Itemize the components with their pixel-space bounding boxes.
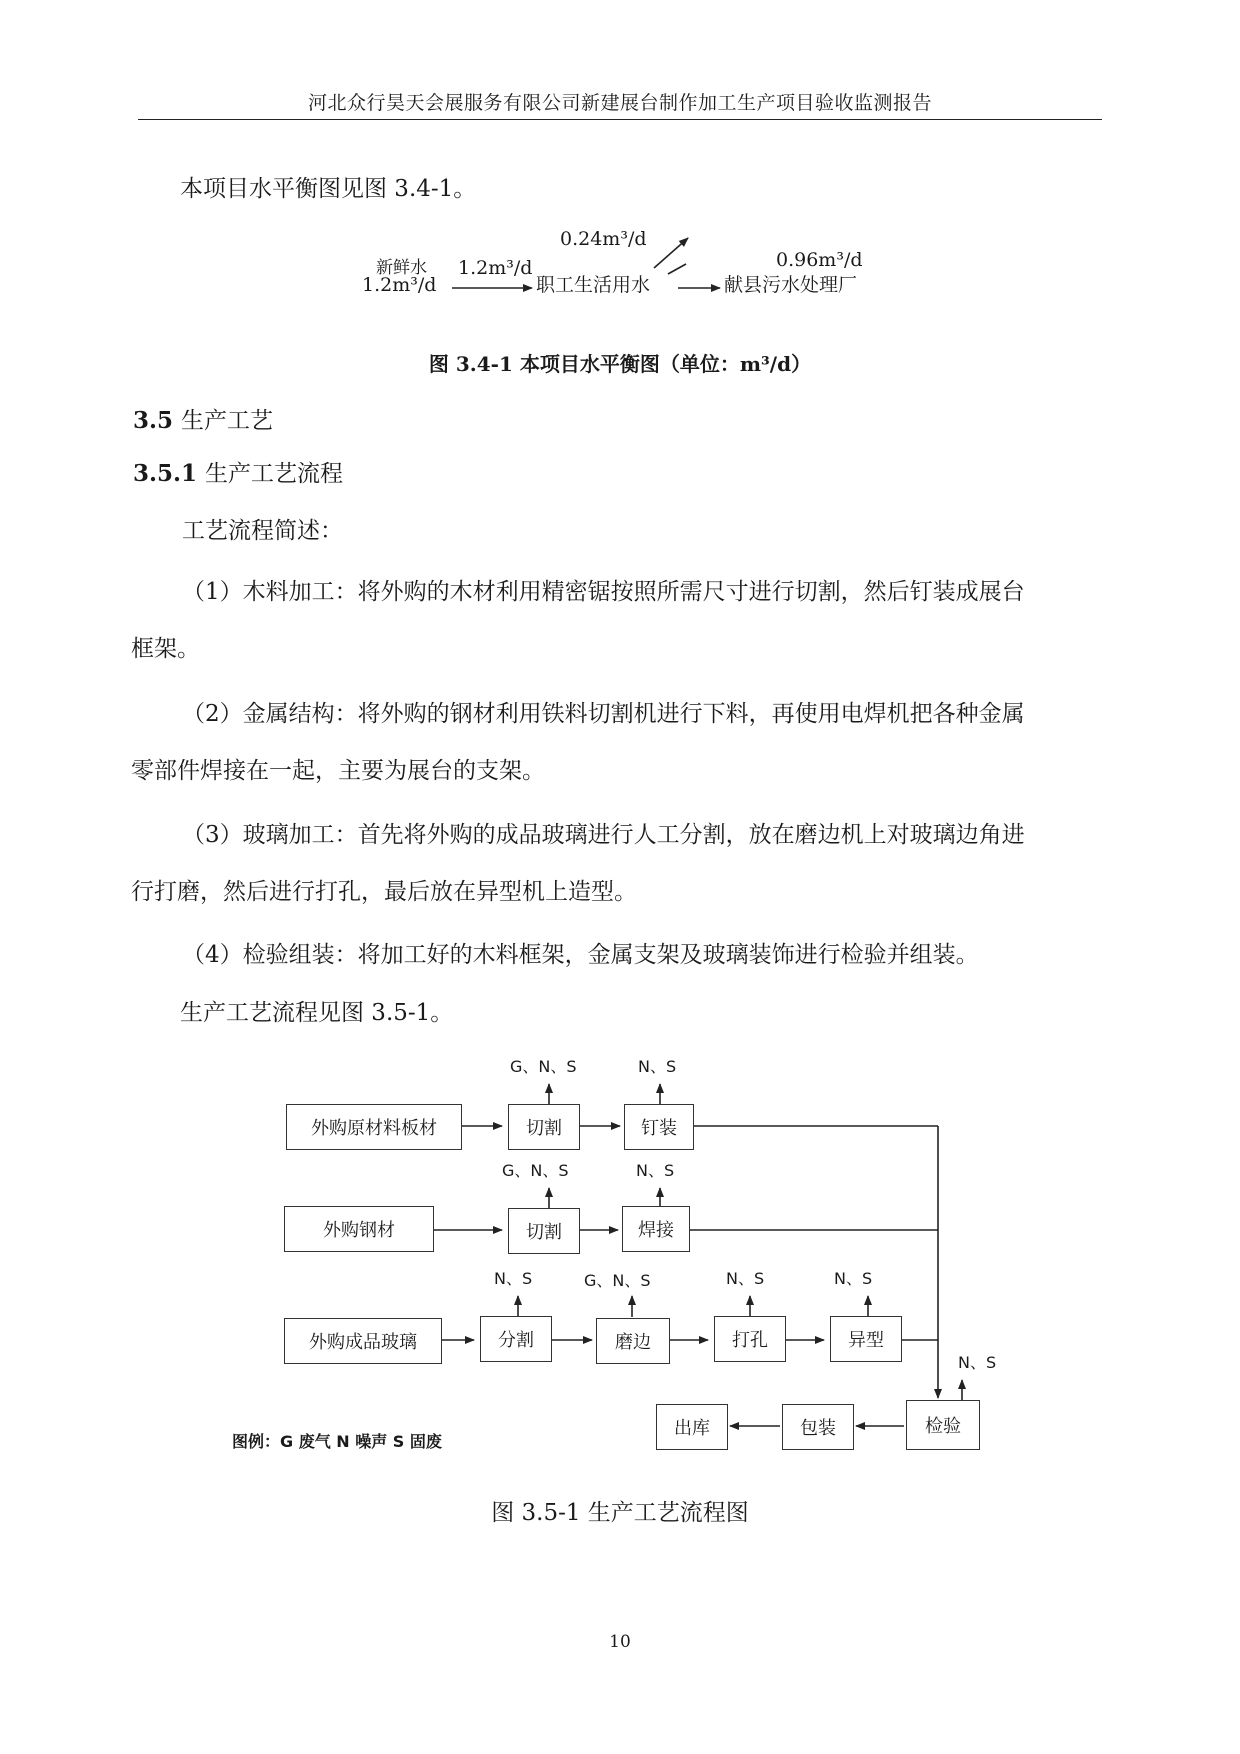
p3-line2: 行打磨，然后进行打孔，最后放在异型机上造型。 [131, 879, 637, 905]
r3-step1-box: 分割 [480, 1316, 552, 1362]
r1-source-box: 外购原材料板材 [286, 1104, 462, 1150]
subsection-number: 3.5.1 [133, 460, 198, 487]
discharge-value: 0.96m³/d [776, 249, 863, 271]
supply-value: 1.2m³/d [458, 257, 533, 279]
out-box: 出库 [656, 1404, 728, 1450]
plant-node: 献县污水处理厂 [724, 274, 858, 296]
inspect-emissions: N、S [958, 1353, 997, 1372]
wb-branch-tail [668, 264, 686, 274]
flowchart-legend: 图例：G 废气 N 噪声 S 固废 [232, 1432, 442, 1451]
fresh-water-label: 新鲜水 [376, 258, 427, 278]
r1-step2-emissions: N、S [638, 1057, 677, 1076]
inspect-box: 检验 [906, 1400, 980, 1450]
r2-source-box: 外购钢材 [284, 1206, 434, 1252]
loss-value: 0.24m³/d [560, 228, 647, 250]
water-balance-intro: 本项目水平衡图见图 3.4-1。 [180, 176, 477, 202]
water-balance-caption: 图 3.4-1 本项目水平衡图（单位：m³/d） [428, 352, 812, 376]
p2-line2: 零部件焊接在一起，主要为展台的支架。 [131, 758, 545, 784]
page-header: 河北众行昊天会展服务有限公司新建展台制作加工生产项目验收监测报告 [307, 92, 932, 114]
r3-step1-emissions: N、S [494, 1269, 533, 1288]
r3-source-box: 外购成品玻璃 [284, 1318, 442, 1364]
r2-step2-box: 焊接 [622, 1206, 690, 1252]
r1-step2-box: 钉装 [624, 1104, 694, 1150]
pack-box: 包装 [782, 1404, 854, 1450]
summary-heading: 工艺流程简述： [182, 518, 343, 544]
p1-line2: 框架。 [131, 636, 200, 662]
r3-step3-emissions: N、S [726, 1269, 765, 1288]
r1-step1-box: 切割 [508, 1104, 580, 1150]
wb-arrow-loss [654, 238, 688, 268]
r1-step1-emissions: G、N、S [510, 1057, 577, 1076]
fresh-water-value: 1.2m³/d [362, 274, 437, 296]
p2-line1: （2）金属结构：将外购的钢材利用铁料切割机进行下料，再使用电焊机把各种金属 [182, 701, 1025, 727]
r3-step4-emissions: N、S [834, 1269, 873, 1288]
r3-step2-box: 磨边 [596, 1318, 670, 1364]
section-number: 3.5 [133, 407, 174, 434]
flowchart-caption: 图 3.5-1 生产工艺流程图 [491, 1500, 749, 1526]
r3-step2-emissions: G、N、S [584, 1271, 651, 1290]
flow-intro: 生产工艺流程见图 3.5-1。 [180, 1000, 454, 1026]
use-node: 职工生活用水 [536, 274, 651, 296]
section-title: 生产工艺 [181, 408, 274, 434]
p1-line1: （1）木料加工：将外购的木材利用精密锯按照所需尺寸进行切割，然后钉装成展台 [182, 579, 1025, 605]
p3-line1: （3）玻璃加工：首先将外购的成品玻璃进行人工分割，放在磨边机上对玻璃边角进 [182, 822, 1025, 848]
r2-step1-emissions: G、N、S [502, 1161, 569, 1180]
r3-step4-box: 异型 [830, 1316, 902, 1362]
p4-line1: （4）检验组装：将加工好的木料框架，金属支架及玻璃装饰进行检验并组装。 [182, 942, 979, 968]
subsection-title: 生产工艺流程 [205, 461, 344, 487]
r2-step1-box: 切割 [508, 1208, 580, 1254]
r2-step2-emissions: N、S [636, 1161, 675, 1180]
page-number: 10 [609, 1632, 631, 1652]
r3-step3-box: 打孔 [714, 1316, 786, 1362]
